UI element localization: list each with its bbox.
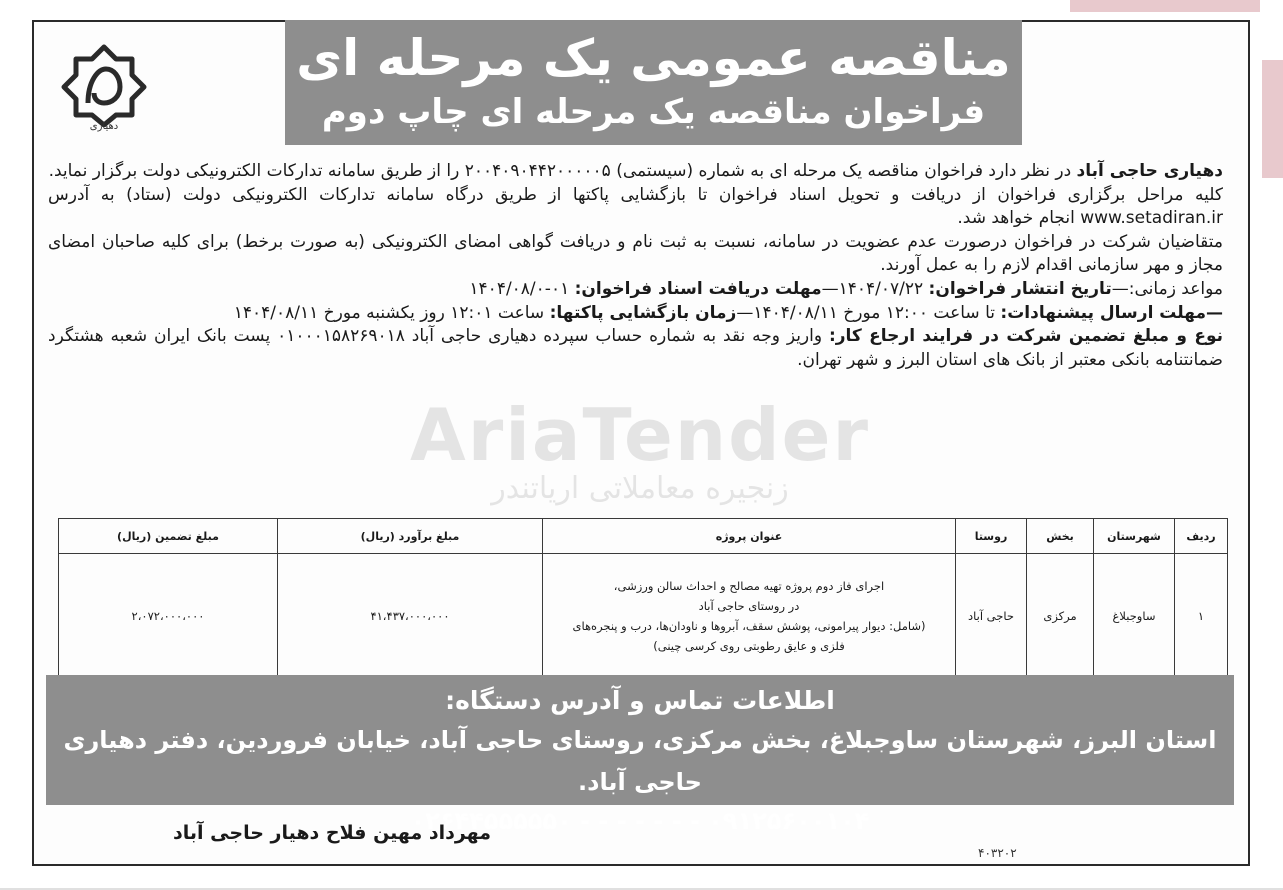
project-line-4: فلزی و عایق رطوبتی روی کرسی چینی) <box>653 639 845 653</box>
cell-guarantee: ۲،۰۷۲،۰۰۰،۰۰۰ <box>59 554 278 679</box>
body-paragraph-submission <box>48 302 1223 326</box>
signature-line: مهرداد مهین فلاح دهیار حاجی آباد <box>173 822 491 844</box>
organization-name: دهیاری حاجی آباد <box>1076 161 1223 181</box>
contact-title: اطلاعات تماس و آدرس دستگاه: <box>445 686 835 715</box>
header-row-number: ردیف <box>1175 519 1228 554</box>
project-line-1: اجرای فاز دوم پروژه تهیه مصالح و احداث سالن ورزشی، <box>613 579 885 593</box>
project-line-2: در روستای حاجی آباد <box>698 599 800 613</box>
notice-title: مناقصه عمومی یک مرحله ای <box>296 29 1011 87</box>
cell-district: مرکزی <box>1027 554 1094 679</box>
submission-deadline-value: تا ساعت ۱۲:۰۰ مورخ ۱۴۰۴/۰۸/۱۱— <box>736 302 1001 323</box>
header-guarantee: مبلغ تضمین (ریال) <box>59 519 278 554</box>
notice-code: ۴۰۳۲۰۲ <box>978 846 1017 860</box>
dehyari-logo-icon <box>54 41 154 127</box>
cell-row-number: ۱ <box>1175 554 1228 679</box>
header-county: شهرستان <box>1094 519 1175 554</box>
guarantee-label: نوع و مبلغ تضمین شرکت در فرایند ارجاع کار: <box>828 326 1224 347</box>
corner-mark-right <box>1262 60 1283 178</box>
header-banner <box>285 20 1022 145</box>
guarantee-text: واریز وجه نقد به شماره حساب سپرده دهیاری حاجی آباد ۰۱۰۰۰۱۵۸۲۶۹۰۱۸ پست بانک ایران شعبه هشتگرد ضمانتنامه بانکی معتبر از بانک های استان البرز و شهر تهران. <box>48 326 1223 370</box>
contact-phones: ۰۲۶۴۴۵۵۵۵۵۰ - - - - - - - ۰۹۱۲۵۶۰۰۱۰۴ <box>410 807 870 835</box>
table-row <box>59 554 1228 679</box>
header-village: روستا <box>956 519 1027 554</box>
document-deadline-value: ۰۱-۱۴۰۴/۰۸/۰ <box>469 278 575 299</box>
body-paragraph-registration: متقاضیان شرکت در فراخوان درصورت عدم عضویت در سامانه، نسبت به ثبت نام و دریافت گواهی امضای الکترونیکی (به صورت برخط) برای کلیه صاحبان امضای مجاز و مهر سازمانی اقدام لازم را به عمل آورند. <box>48 231 1223 276</box>
contact-address: استان البرز، شهرستان ساوجبلاغ، بخش مرکزی، روستای حاجی آباد، خیابان فروردین، دفتر دهیاری حاجی آباد. <box>63 726 1217 796</box>
corner-mark-top <box>1070 0 1260 12</box>
cell-estimate: ۴۱،۴۳۷،۰۰۰،۰۰۰ <box>278 554 543 679</box>
publish-date-label: تاریخ انتشار فراخوان: <box>928 278 1112 299</box>
intro-text: در نظر دارد فراخوان مناقصه یک مرحله ای به شماره (سیستمی) ۲۰۰۴۰۹۰۴۴۲۰۰۰۰۰۵ را از طریق سامانه تدارکات الکترونیکی دولت برگزار نماید. <box>48 161 1077 181</box>
dates-lead: مواعد زمانی:— <box>1111 278 1223 299</box>
document-deadline-label: مهلت دریافت اسناد فراخوان: <box>574 278 822 299</box>
body-paragraph-guarantee <box>48 325 1223 372</box>
body-paragraph-dates <box>48 278 1223 302</box>
body-paragraph-intro <box>48 160 1223 184</box>
notice-subtitle: فراخوان مناقصه یک مرحله ای چاپ دوم <box>321 92 986 132</box>
header-district: بخش <box>1027 519 1094 554</box>
cell-county: ساوجبلاغ <box>1094 554 1175 679</box>
logo <box>50 34 158 138</box>
submission-deadline-label: —مهلت ارسال پیشنهادات: <box>1000 302 1223 323</box>
header-project-title: عنوان پروژه <box>543 519 956 554</box>
opening-time-value: ساعت ۱۲:۰۱ روز یکشنبه مورخ ۱۴۰۴/۰۸/۱۱ <box>233 302 550 323</box>
publish-date-value: ۱۴۰۴/۰۷/۲۲— <box>821 278 929 299</box>
cell-project-title <box>543 554 956 679</box>
cell-village: حاجی آباد <box>956 554 1027 679</box>
tender-table <box>58 518 1228 679</box>
project-line-3: (شامل: دیوار پیرامونی، پوشش سقف، آبروها و ناودان‌ها، درب و پنجره‌های <box>572 619 926 633</box>
body-paragraph-process: کلیه مراحل برگزاری فراخوان از دریافت و تحویل اسناد فراخوان تا بازگشایی پاکتها از طریق درگاه سامانه تدارکات الکترونیکی دولت (ستاد) به آدرس www.setadiran.ir انجام خواهد شد. <box>48 184 1223 229</box>
opening-time-label: زمان بازگشایی پاکتها: <box>549 302 737 323</box>
table-header-row <box>59 519 1228 554</box>
logo-caption: دهیاری <box>89 120 119 132</box>
header-estimate: مبلغ برآورد (ریال) <box>278 519 543 554</box>
notice-body <box>48 160 1223 372</box>
